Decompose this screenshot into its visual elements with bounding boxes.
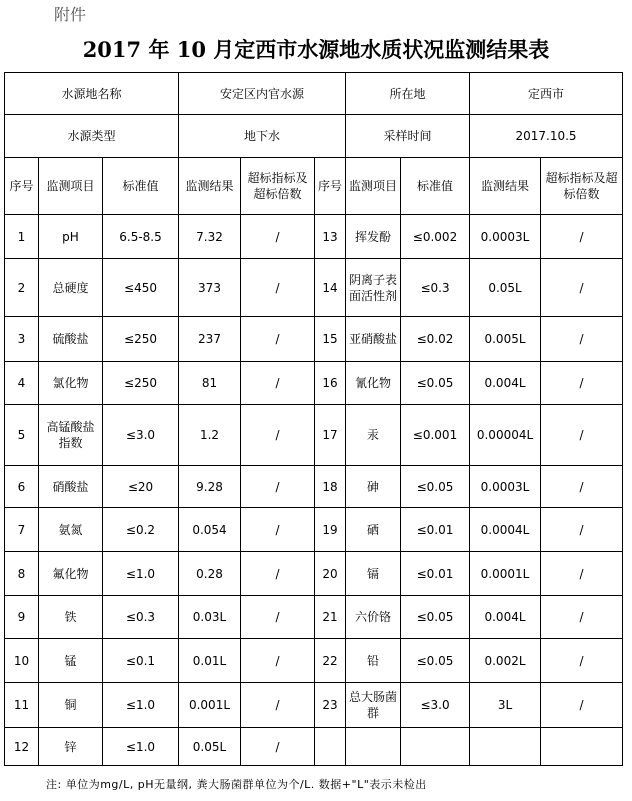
sampling-time-value: 2017.10.5 [470, 115, 623, 158]
cell-left-result: 1.2 [179, 405, 241, 466]
table-row [5, 639, 623, 683]
cell-right-no: 17 [315, 405, 346, 466]
cell-left-result: 81 [179, 362, 241, 405]
cell-right-item: 硒 [346, 508, 401, 552]
location-value: 定西市 [470, 73, 623, 115]
cell-left-exceed: / [241, 317, 315, 362]
column-header-row [5, 158, 623, 215]
cell-right-item: 亚硝酸盐 [346, 317, 401, 362]
table-row [5, 466, 623, 508]
cell-left-result: 0.001L [179, 683, 241, 728]
cell-left-no: 11 [5, 683, 39, 728]
cell-left-standard: ≤1.0 [103, 728, 179, 766]
source-type-label: 水源类型 [5, 115, 179, 158]
cell-right-no: 19 [315, 508, 346, 552]
cell-left-no: 2 [5, 259, 39, 317]
cell-right-no: 22 [315, 639, 346, 683]
cell-left-exceed: / [241, 466, 315, 508]
info-row-source [5, 73, 623, 115]
header-item: 监测项目 [39, 158, 103, 215]
cell-right-no [315, 728, 346, 766]
source-name-value: 安定区内官水源 [179, 73, 346, 115]
cell-right-result [470, 728, 541, 766]
cell-right-standard: ≤0.3 [401, 259, 470, 317]
cell-right-standard: ≤0.01 [401, 552, 470, 596]
cell-right-result: 0.00004L [470, 405, 541, 466]
cell-left-exceed: / [241, 683, 315, 728]
cell-right-exceed: / [541, 259, 623, 317]
cell-left-no: 1 [5, 215, 39, 259]
table-row [5, 508, 623, 552]
cell-right-standard: ≤0.001 [401, 405, 470, 466]
cell-right-no: 20 [315, 552, 346, 596]
table-row [5, 683, 623, 728]
cell-right-standard: ≤0.02 [401, 317, 470, 362]
cell-right-standard: ≤0.05 [401, 639, 470, 683]
header-result: 监测结果 [179, 158, 241, 215]
cell-right-result: 0.004L [470, 596, 541, 639]
cell-right-item [346, 728, 401, 766]
header-item-2: 监测项目 [346, 158, 401, 215]
cell-right-exceed: / [541, 317, 623, 362]
cell-right-item: 六价铬 [346, 596, 401, 639]
cell-right-standard: ≤0.05 [401, 362, 470, 405]
cell-left-no: 7 [5, 508, 39, 552]
cell-right-standard: ≤0.05 [401, 466, 470, 508]
cell-left-exceed: / [241, 259, 315, 317]
cell-left-result: 0.05L [179, 728, 241, 766]
info-row-type [5, 115, 623, 158]
sampling-time-label: 采样时间 [346, 115, 470, 158]
cell-right-no: 13 [315, 215, 346, 259]
table-row [5, 728, 623, 766]
cell-left-item: 铁 [39, 596, 103, 639]
cell-left-standard: ≤0.3 [103, 596, 179, 639]
cell-right-no: 16 [315, 362, 346, 405]
table-row [5, 259, 623, 317]
cell-left-item: 铜 [39, 683, 103, 728]
cell-left-no: 8 [5, 552, 39, 596]
cell-left-exceed: / [241, 405, 315, 466]
cell-left-item: 氨氮 [39, 508, 103, 552]
header-seq-2: 序号 [315, 158, 346, 215]
attachment-label: 附件 [54, 5, 87, 24]
header-exceed: 超标指标及超标倍数 [241, 158, 315, 215]
cell-right-standard: ≤0.05 [401, 596, 470, 639]
cell-left-exceed: / [241, 596, 315, 639]
cell-left-item: 锌 [39, 728, 103, 766]
cell-left-standard: ≤0.2 [103, 508, 179, 552]
cell-left-no: 6 [5, 466, 39, 508]
cell-left-standard: ≤3.0 [103, 405, 179, 466]
cell-left-no: 4 [5, 362, 39, 405]
cell-left-no: 12 [5, 728, 39, 766]
cell-right-no: 21 [315, 596, 346, 639]
cell-left-standard: ≤250 [103, 317, 179, 362]
cell-left-result: 9.28 [179, 466, 241, 508]
cell-left-exceed: / [241, 508, 315, 552]
cell-left-exceed: / [241, 728, 315, 766]
cell-left-standard: ≤0.1 [103, 639, 179, 683]
cell-left-standard: ≤20 [103, 466, 179, 508]
cell-left-item: 硝酸盐 [39, 466, 103, 508]
cell-right-result: 0.004L [470, 362, 541, 405]
cell-left-standard: 6.5-8.5 [103, 215, 179, 259]
water-quality-table [4, 72, 623, 766]
cell-right-exceed: / [541, 362, 623, 405]
cell-left-standard: ≤1.0 [103, 552, 179, 596]
cell-right-exceed: / [541, 683, 623, 728]
cell-left-exceed: / [241, 552, 315, 596]
cell-right-exceed [541, 728, 623, 766]
cell-left-result: 0.01L [179, 639, 241, 683]
cell-left-standard: ≤1.0 [103, 683, 179, 728]
cell-right-standard: ≤0.002 [401, 215, 470, 259]
cell-left-item: 氟化物 [39, 552, 103, 596]
header-standard-2: 标准值 [401, 158, 470, 215]
cell-left-no: 3 [5, 317, 39, 362]
header-standard: 标准值 [103, 158, 179, 215]
table-row [5, 362, 623, 405]
cell-right-result: 0.0003L [470, 466, 541, 508]
cell-right-result: 0.002L [470, 639, 541, 683]
table-row [5, 596, 623, 639]
cell-left-item: 总硬度 [39, 259, 103, 317]
cell-right-item: 铅 [346, 639, 401, 683]
table-row [5, 317, 623, 362]
cell-right-item: 砷 [346, 466, 401, 508]
cell-right-exceed: / [541, 552, 623, 596]
cell-left-item: 氯化物 [39, 362, 103, 405]
cell-right-result: 0.0001L [470, 552, 541, 596]
cell-right-item: 汞 [346, 405, 401, 466]
cell-right-no: 14 [315, 259, 346, 317]
cell-left-result: 0.054 [179, 508, 241, 552]
cell-right-standard [401, 728, 470, 766]
cell-left-result: 373 [179, 259, 241, 317]
cell-right-exceed: / [541, 466, 623, 508]
cell-left-result: 0.03L [179, 596, 241, 639]
cell-right-exceed: / [541, 508, 623, 552]
cell-right-item: 阴离子表面活性剂 [346, 259, 401, 317]
cell-right-standard: ≤3.0 [401, 683, 470, 728]
cell-left-standard: ≤250 [103, 362, 179, 405]
cell-left-exceed: / [241, 215, 315, 259]
cell-left-item: 锰 [39, 639, 103, 683]
header-seq: 序号 [5, 158, 39, 215]
cell-left-result: 237 [179, 317, 241, 362]
cell-right-result: 0.0003L [470, 215, 541, 259]
cell-right-item: 挥发酚 [346, 215, 401, 259]
document-title: 2017 年 10 月定西市水源地水质状况监测结果表 [82, 37, 550, 62]
header-exceed-2: 超标指标及超标倍数 [541, 158, 623, 215]
cell-left-standard: ≤450 [103, 259, 179, 317]
cell-left-result: 0.28 [179, 552, 241, 596]
cell-right-item: 镉 [346, 552, 401, 596]
footnote: 注: 单位为mg/L, pH无量纲, 粪大肠菌群单位为个/L. 数据+"L"表示未检出 [46, 778, 427, 791]
table-row [5, 405, 623, 466]
table-row [5, 215, 623, 259]
cell-right-no: 18 [315, 466, 346, 508]
cell-left-no: 10 [5, 639, 39, 683]
cell-right-exceed: / [541, 596, 623, 639]
cell-right-no: 15 [315, 317, 346, 362]
cell-left-exceed: / [241, 362, 315, 405]
cell-left-exceed: / [241, 639, 315, 683]
header-result-2: 监测结果 [470, 158, 541, 215]
cell-right-item: 氰化物 [346, 362, 401, 405]
cell-right-exceed: / [541, 639, 623, 683]
cell-left-item: 高锰酸盐指数 [39, 405, 103, 466]
cell-left-item: 硫酸盐 [39, 317, 103, 362]
cell-left-no: 5 [5, 405, 39, 466]
cell-right-no: 23 [315, 683, 346, 728]
location-label: 所在地 [346, 73, 470, 115]
cell-right-standard: ≤0.01 [401, 508, 470, 552]
cell-right-exceed: / [541, 405, 623, 466]
cell-right-exceed: / [541, 215, 623, 259]
cell-right-result: 0.05L [470, 259, 541, 317]
cell-right-result: 3L [470, 683, 541, 728]
cell-left-result: 7.32 [179, 215, 241, 259]
cell-right-result: 0.005L [470, 317, 541, 362]
table-row [5, 552, 623, 596]
source-type-value: 地下水 [179, 115, 346, 158]
cell-left-item: pH [39, 215, 103, 259]
cell-right-item: 总大肠菌群 [346, 683, 401, 728]
cell-right-result: 0.0004L [470, 508, 541, 552]
source-name-label: 水源地名称 [5, 73, 179, 115]
cell-left-no: 9 [5, 596, 39, 639]
